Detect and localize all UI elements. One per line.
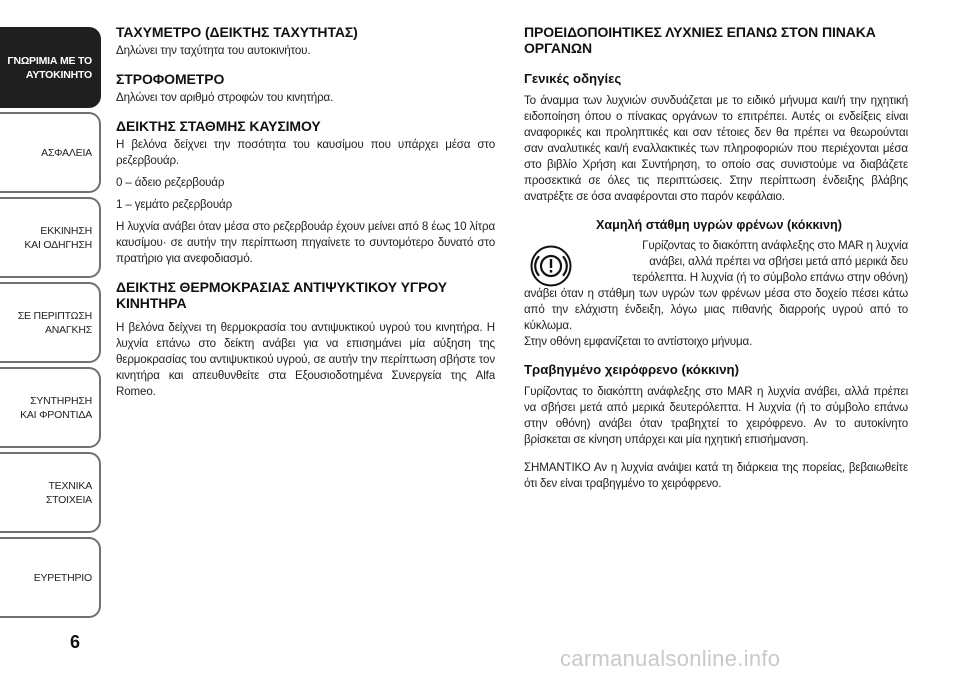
- handbrake-text: Γυρίζοντας το διακόπτη ανάφλεξης στο MAR η λυχνία ανάβει, αλλά πρέπει να σβήσει μετά από μερικά δευτερόλεπτα. Η λυχνία (ή το σύμβολο επάνω στην οθόνη) ανάβει όταν τραβηχτεί το χειρόφρενο. Αν το αυτοκίνητο βρίσκεται σε κίνηση υπάρχει και μία ηχητική επισήμανση.: [524, 385, 908, 446]
- fuel-full-label: 1 – γεμάτο ρεζερβουάρ: [116, 198, 233, 211]
- brake-fluid-line1: Γυρίζοντας το διακόπτη ανάφλεξης στο MAR η λυχνία: [642, 239, 908, 252]
- brake-fluid-section: [524, 217, 908, 350]
- rev-counter-text: Δηλώνει τον αριθμό στροφών του κινητήρα.: [116, 91, 334, 104]
- tab-label-line2: ΚΑΙ ΟΔΗΓΗΣΗ: [24, 238, 92, 251]
- tab-technical-data[interactable]: [0, 452, 101, 533]
- general-instructions-heading: Γενικές οδηγίες: [524, 71, 622, 86]
- brake-fluid-line3: τερόλεπτα. Η λυχνία (ή το σύμβολο επάνω στην οθόνη): [632, 271, 908, 284]
- important-note: ΣΗΜΑΝΤΙΚΟ Αν η λυχνία ανάψει κατά τη διάρκεια της πορείας, βεβαιωθείτε ότι δεν είναι τραβηγμένο το χειρόφρενο.: [524, 461, 908, 490]
- coolant-temp-text: Η βελόνα δείχνει τη θερμοκρασία του αντιψυκτικού υγρού του κινητήρα. Η λυχνία επάνω στο δείκτη ανάβει για να επισημάνει μία αύξηση της θερμοκρασίας του αντιψυκτικού υγρού, σε αυτήν την περίπτωση σβήστε τον κινητήρα και απευθυνθείτε στα Εξουσιοδοτημένα Συνεργεία της Alfa Romeo.: [116, 321, 495, 398]
- tab-label-line1: ΑΣΦΑΛΕΙΑ: [41, 146, 92, 159]
- chapter-tabs: [0, 27, 101, 622]
- fuel-empty-label: 0 – άδειο ρεζερβουάρ: [116, 176, 225, 189]
- coolant-temp-heading: ΔΕΙΚΤΗΣ ΘΕΡΜΟΚΡΑΣΙΑΣ ΑΝΤΙΨΥΚΤΙΚΟΥ ΥΓΡΟΥ ΚΙΝΗΤΗΡΑ: [116, 279, 448, 311]
- general-instructions-text: Το άναμμα των λυχνιών συνδυάζεται με το ειδικό μήνυμα και/ή την ηχητική ειδοποίηση όπου ο πίνακας οργάνων το επιτρέπει. Αυτές οι ενδείξεις είναι αναφορικές και προληπτικές και σαν τέτοιες δεν θα πρέπει να θεωρούνται σαν αναλυτικές και/ή εναλλακτικές των πληροφοριών που περιέχονται μέσα στο βιβλίο Χρήση και Συντήρηση, το οποίο σας συνιστούμε να διαβάζετε προσεκτικά σε όλες τις περιπτώσεις. Στην περίπτωση ένδειξης βλάβης ανατρέξτε σε όσα αναφέρονται στο παρόν κεφάλαιο.: [524, 94, 908, 203]
- speedometer-text: Δηλώνει την ταχύτητα του αυτοκινήτου.: [116, 44, 311, 57]
- brake-fluid-display-note: Στην οθόνη εμφανίζεται το αντίστοιχο μήνυμα.: [524, 335, 753, 348]
- tab-label-line2: ΑΝΑΓΚΗΣ: [44, 323, 92, 336]
- tab-label-line1: ΣΥΝΤΗΡΗΣΗ: [30, 394, 92, 407]
- watermark: carmanualsonline.info: [560, 646, 781, 671]
- warning-lights-heading: ΠΡΟΕΙΔΟΠΟΙΗΤΙΚΕΣ ΛΥΧΝΙΕΣ ΕΠΑΝΩ ΣΤΟΝ ΠΙΝΑΚΑ ΟΡΓΑΝΩΝ: [524, 24, 876, 56]
- tab-safety[interactable]: [0, 112, 101, 193]
- brake-fluid-heading: Χαμηλή στάθμη υγρών φρένων (κόκκινη): [596, 218, 842, 232]
- tab-label-line1: ΕΚΚΙΝΗΣΗ: [40, 224, 92, 237]
- tab-label-line1: ΓΝΩΡΙΜΙΑ ΜΕ ΤΟ: [7, 54, 92, 67]
- handbrake-heading: Τραβηγμένο χειρόφρενο (κόκκινη): [524, 362, 739, 377]
- fuel-warning-text: Η λυχνία ανάβει όταν μέσα στο ρεζερβουάρ έχουν μείνει από 8 έως 10 λίτρα καυσίμου· σε αυτήν την περίπτωση πηγαίνετε το συντομότερο δυνατό στο πρατήριο για ανεφοδιασμό.: [116, 220, 495, 265]
- tab-emergency[interactable]: [0, 282, 101, 363]
- page-number: 6: [70, 632, 81, 652]
- left-column: [116, 24, 495, 400]
- tab-index[interactable]: [0, 537, 101, 618]
- tab-label-line1: ΣΕ ΠΕΡΙΠΤΩΣΗ: [17, 309, 92, 322]
- tab-label-line1: ΕΥΡΕΤΗΡΙΟ: [33, 571, 92, 584]
- fuel-gauge-text: Η βελόνα δείχνει την ποσότητα του καυσίμου που υπάρχει μέσα στο ρεζερβουάρ.: [116, 138, 495, 167]
- brake-warning-icon: [530, 245, 572, 287]
- right-column: [524, 24, 908, 492]
- tab-label-line1: ΤΕΧΝΙΚΑ: [48, 479, 92, 492]
- tab-label-line2: ΣΤΟΙΧΕΙΑ: [45, 493, 92, 506]
- fuel-gauge-heading: ΔΕΙΚΤΗΣ ΣΤΑΘΜΗΣ ΚΑΥΣΙΜΟΥ: [116, 118, 321, 134]
- tab-label-line2: ΑΥΤΟΚΙΝΗΤΟ: [25, 68, 92, 81]
- tab-label-line2: ΚΑΙ ΦΡΟΝΤΙΔΑ: [20, 408, 92, 421]
- tab-starting-driving[interactable]: [0, 197, 101, 278]
- brake-fluid-line2: ανάβει, αλλά πρέπει να σβήσει μετά από μερικά δευ: [649, 255, 908, 268]
- tab-getting-to-know[interactable]: [0, 27, 101, 108]
- brake-fluid-text: [524, 238, 908, 286]
- rev-counter-heading: ΣΤΡΟΦΟΜΕΤΡΟ: [116, 71, 225, 87]
- brake-fluid-body: ανάβει όταν η στάθμη των υγρών των φρένων μέσα στο δοχείο πέσει κάτω από την ελάχιστη ένδειξη, λόγω μιας πιθανής διαρροής υγρού από το κύκλωμα.: [524, 287, 908, 332]
- tab-maintenance[interactable]: [0, 367, 101, 448]
- speedometer-heading: ΤΑΧΥΜΕΤΡΟ (ΔΕΙΚΤΗΣ ΤΑΧΥΤΗΤΑΣ): [116, 24, 358, 40]
